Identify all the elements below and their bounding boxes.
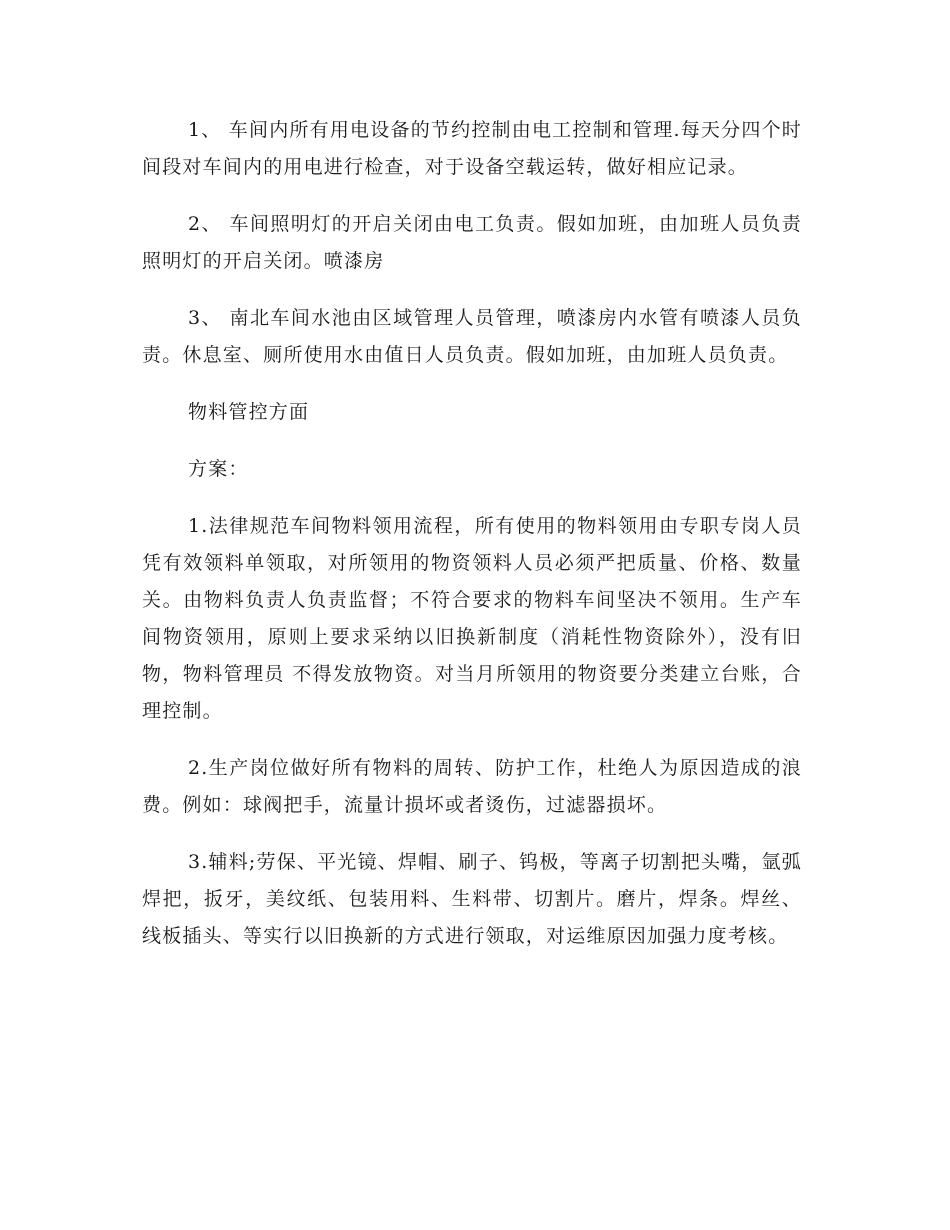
paragraph-lighting-control: 2、 车间照明灯的开启关闭由电工负责。假如加班，由加班人员负责照明灯的开启关闭。喷漆房	[142, 213, 802, 272]
document-body	[142, 112, 802, 975]
paragraph-material-protection: 2.生产岗位做好所有物料的周转、防护工作，杜绝人为原因造成的浪费。例如：球阀把手，流量计损坏或者烫伤，过滤器损坏。	[142, 757, 802, 816]
paragraph-electricity-control: 1、 车间内所有用电设备的节约控制由电工控制和管理.每天分四个时间段对车间内的用电进行检查，对于设备空载运转，做好相应记录。	[142, 119, 802, 178]
section-heading-plan: 方案：	[188, 458, 249, 480]
section-heading-materials: 物料管控方面	[188, 401, 310, 423]
paragraph-auxiliary-materials: 3.辅料;劳保、平光镜、焊帽、刷子、钨极，等离子切割把头嘴，氩弧焊把，扳牙，美纹纸、包装用料、生料带、切割片。磨片，焊条。焊丝、线板插头、等实行以旧换新的方式进行领取，对运维原因加强力度考核。	[142, 851, 802, 947]
paragraph-water-control: 3、 南北车间水池由区域管理人员管理，喷漆房内水管有喷漆人员负责。休息室、厕所使用水由值日人员负责。假如加班，由加班人员负责。	[142, 307, 802, 366]
paragraph-material-requisition: 1.法律规范车间物料领用流程，所有使用的物料领用由专职专岗人员凭有效领料单领取，对所领用的物资领料人员必须严把质量、价格、数量关。由物料负责人负责监督；不符合要求的物料车间坚决不领用。生产车间物资领用，原则上要求采纳以旧换新制度（消耗性物资除外），没有旧物，物料管理员 不得发放物资。对当月所领用的物资要分类建立台账，合理控制。	[142, 515, 802, 722]
